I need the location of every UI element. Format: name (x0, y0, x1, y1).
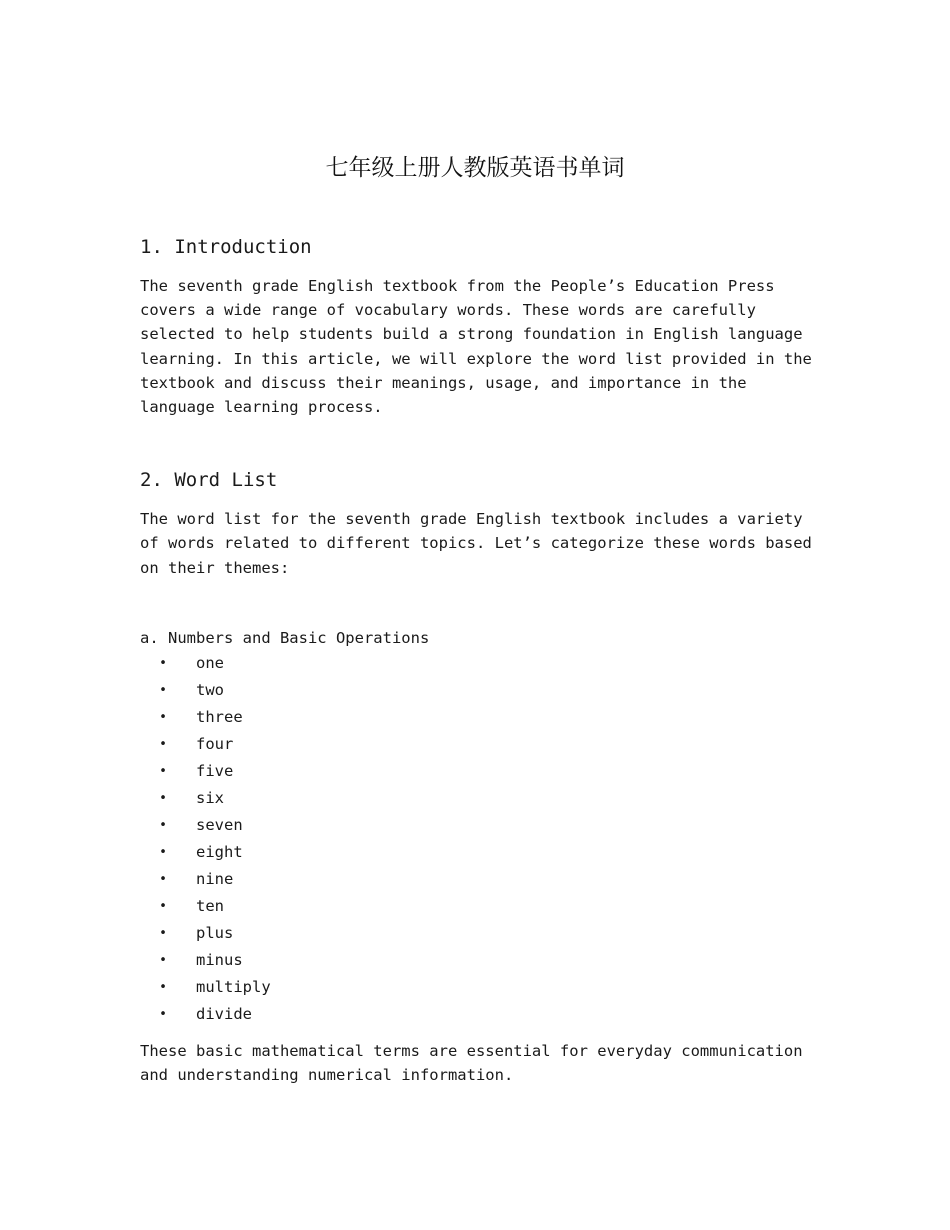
list-item (140, 893, 830, 920)
list-item (140, 920, 830, 947)
list-item (140, 947, 830, 974)
list-item-label: multiply (196, 977, 271, 996)
numbers-closing-paragraph: These basic mathematical terms are essential for everyday communication and understanding numerical information. (140, 1041, 803, 1085)
list-item-label: four (196, 734, 234, 753)
list-item-label: minus (196, 950, 243, 969)
list-item (140, 839, 830, 866)
bullet-icon: • (159, 1006, 167, 1022)
list-item (140, 1001, 830, 1028)
list-item-label: six (196, 788, 224, 807)
introduction-paragraph: The seventh grade English textbook from the People’s Education Press covers a wide range of vocabulary words. These words are carefully selected to help students build a strong foundation in English language learning. In this article, we will explore the word list provided in the textbook and discuss their meanings, usage, and importance in the language learning process. (140, 277, 812, 417)
word-bullet-list (140, 650, 830, 1028)
list-item (140, 677, 830, 704)
list-item (140, 974, 830, 1001)
bullet-icon: • (159, 817, 167, 833)
bullet-icon: • (159, 844, 167, 860)
bullet-icon: • (159, 979, 167, 995)
word-list-paragraph: The word list for the seventh grade English textbook includes a variety of words related to different topics. Let’s categorize these words based on their themes: (140, 510, 812, 577)
bullet-icon: • (159, 763, 167, 779)
list-item-label: two (196, 680, 224, 699)
bullet-icon: • (159, 898, 167, 914)
list-item-label: divide (196, 1004, 252, 1023)
list-item (140, 785, 830, 812)
subsection-heading-numbers: a. Numbers and Basic Operations (140, 628, 430, 647)
section-heading-word-list: 2. Word List (140, 469, 278, 492)
section-introduction (140, 232, 830, 419)
list-item-label: seven (196, 815, 243, 834)
list-item-label: three (196, 707, 243, 726)
list-item (140, 650, 830, 677)
list-item-label: eight (196, 842, 243, 861)
section-word-list (140, 465, 830, 580)
bullet-icon: • (159, 655, 167, 671)
list-item (140, 866, 830, 893)
bullet-icon: • (159, 790, 167, 806)
bullet-icon: • (159, 871, 167, 887)
document-title: 七年级上册人教版英语书单词 (325, 155, 625, 181)
bullet-icon: • (159, 736, 167, 752)
list-item-label: ten (196, 896, 224, 915)
list-item (140, 758, 830, 785)
list-item-label: plus (196, 923, 234, 942)
list-item-label: five (196, 761, 234, 780)
list-item (140, 704, 830, 731)
list-item (140, 812, 830, 839)
list-item (140, 731, 830, 758)
list-item-label: one (196, 653, 224, 672)
bullet-icon: • (159, 925, 167, 941)
section-heading-introduction: 1. Introduction (140, 236, 312, 258)
document-body (140, 232, 830, 1087)
list-item-label: nine (196, 869, 234, 888)
subsection-numbers (140, 626, 830, 1087)
bullet-icon: • (159, 709, 167, 725)
bullet-icon: • (159, 952, 167, 968)
bullet-icon: • (159, 682, 167, 698)
